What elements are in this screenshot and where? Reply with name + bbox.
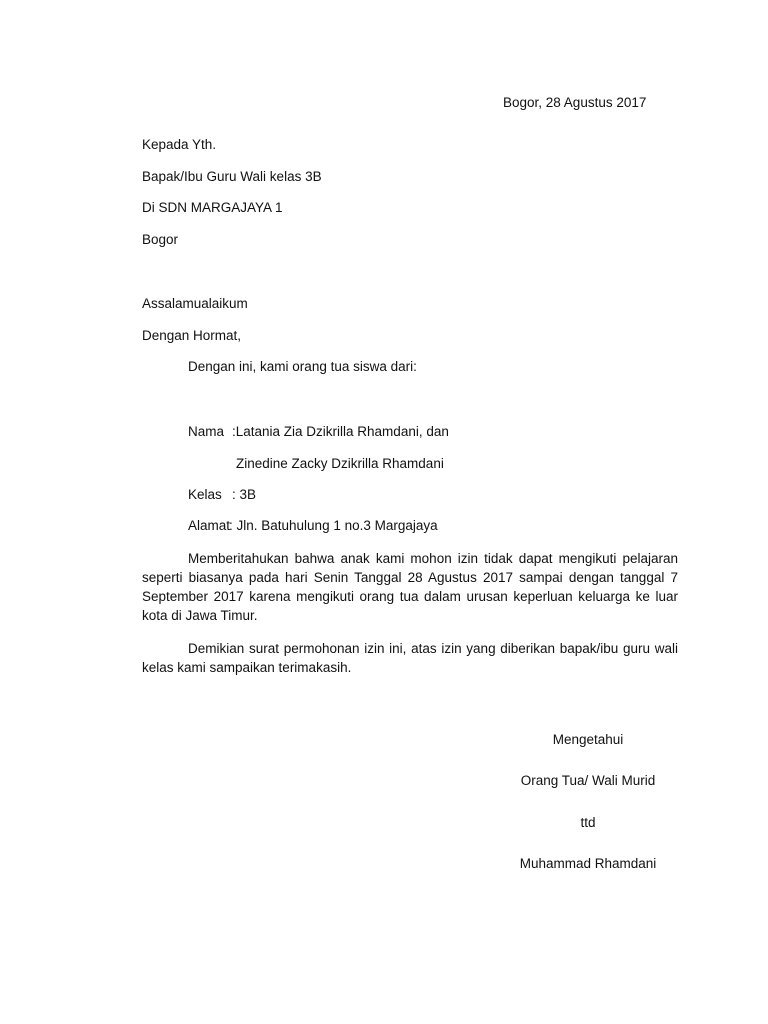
recipient-city: Bogor (142, 232, 179, 247)
body-paragraph: Memberitahukan bahwa anak kami mohon izin tidak dapat mengikuti pelajaran seperti biasanya pada hari Senin Tanggal 28 Agustus 2017 sampai dengan tanggal 7 September 2017 karena mengikuti orang tua dalam urusan keperluan keluarga ke luar kota di Jawa Timur. (142, 551, 678, 623)
recipient-school: Di SDN MARGAJAYA 1 (142, 200, 283, 215)
place-date: Bogor, 28 Agustus 2017 (503, 95, 647, 110)
recipient-name: Bapak/Ibu Guru Wali kelas 3B (142, 169, 322, 184)
student-name-value-1: :Latania Zia Dzikrilla Rhamdani, dan (232, 424, 449, 439)
student-class-value: : 3B (232, 487, 257, 502)
student-name-label: Nama (188, 424, 225, 439)
signature-role: Orang Tua/ Wali Murid (520, 773, 656, 788)
student-address-label: Alamat (188, 518, 231, 533)
greeting: Assalamualaikum (142, 296, 248, 311)
student-address-value: : Jln. Batuhulung 1 no.3 Margajaya (229, 518, 438, 533)
signature-mark: ttd (580, 815, 596, 830)
opening: Dengan Hormat, (142, 328, 242, 343)
closing-paragraph: Demikian surat permohonan izin ini, atas izin yang diberikan bapak/ibu guru wali kelas kami sampaikan terimakasih. (142, 641, 678, 675)
intro-line: Dengan ini, kami orang tua siswa dari: (188, 359, 417, 374)
student-name-value-2: Zinedine Zacky Dzikrilla Rhamdani (236, 456, 444, 471)
signature-name: Muhammad Rhamdani (519, 856, 657, 871)
signature-acknowledge: Mengetahui (552, 732, 624, 747)
recipient-salutation: Kepada Yth. (142, 137, 217, 152)
student-class-label: Kelas (188, 487, 222, 502)
